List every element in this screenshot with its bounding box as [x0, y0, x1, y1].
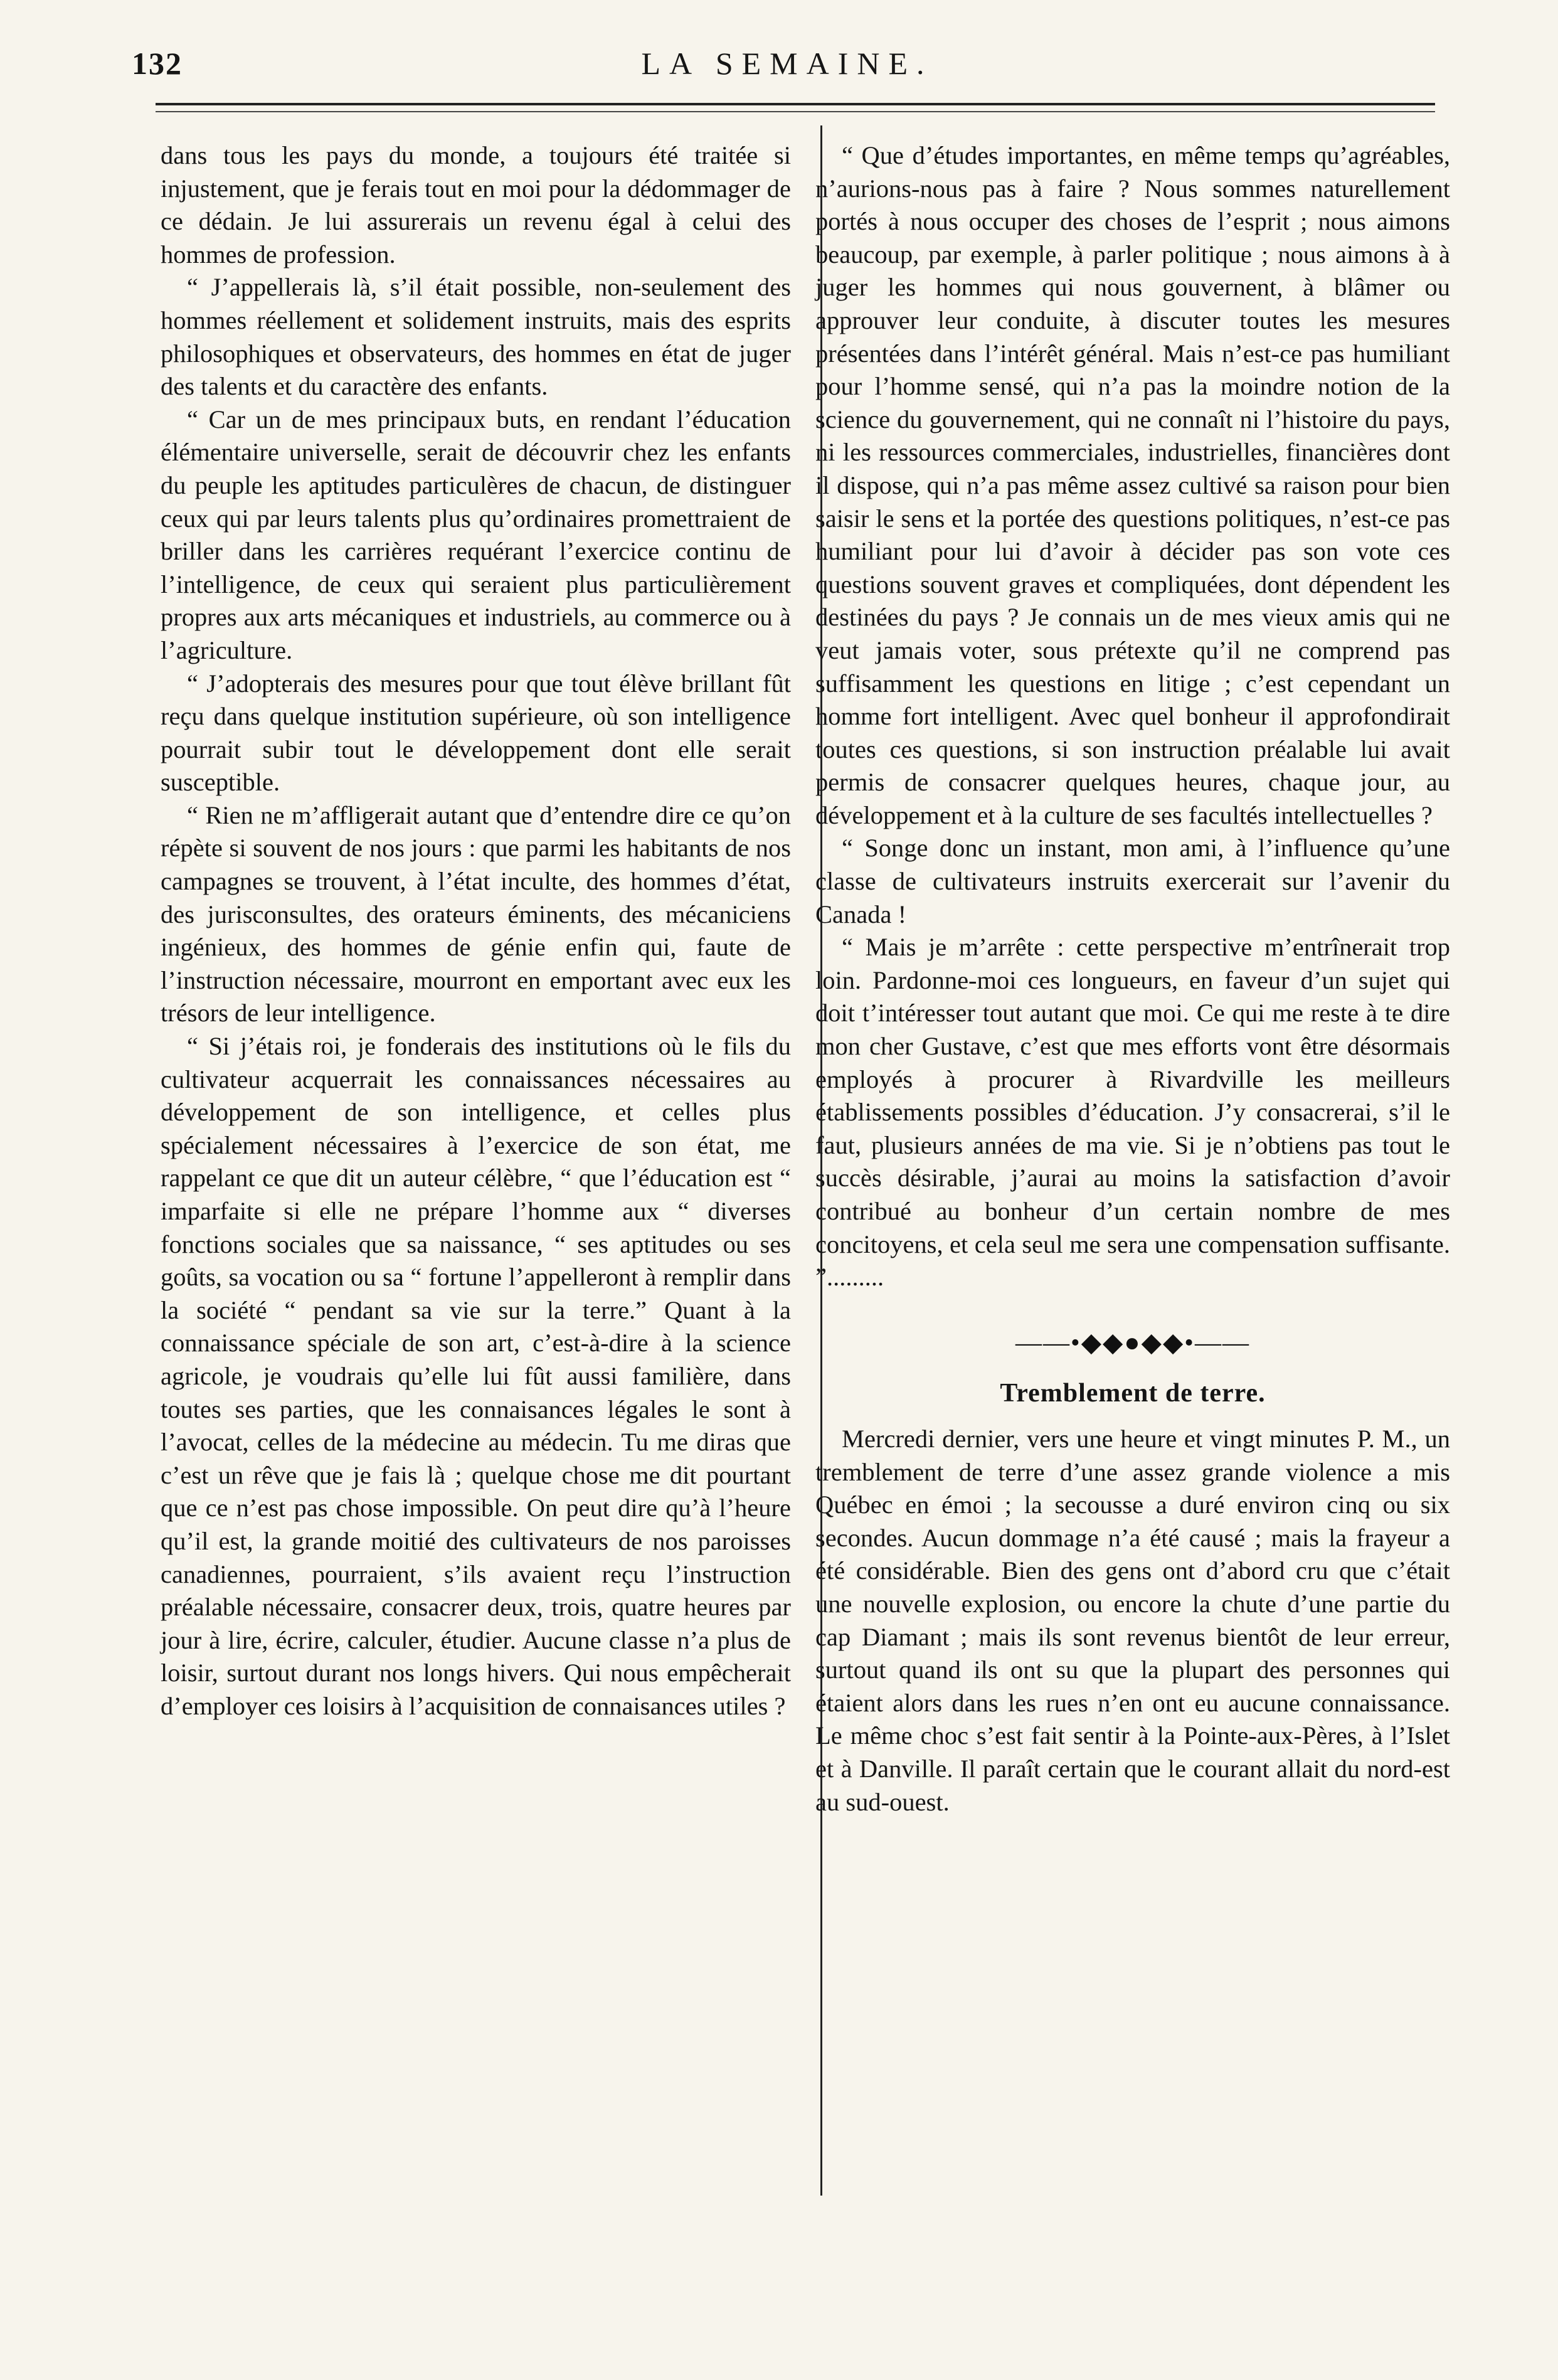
right-column [815, 139, 1450, 1819]
right-paragraph-2: “ Songe donc un instant, mon ami, à l’influence qu’une classe de cultivateurs instruits exercerait sur l’avenir du Canada ! [815, 834, 1450, 928]
header-rule-thin [156, 111, 1435, 112]
left-paragraph-1: dans tous les pays du monde, a toujours été traitée si injustement, que je ferais tout en moi pour la dédommager de ce dédain. Je lui assurerais un revenu égal à celui des hommes de profession. [161, 141, 791, 268]
page-number: 132 [132, 46, 183, 81]
section-paragraph: Mercredi dernier, vers une heure et vingt minutes P. M., un tremblement de terre d’une assez grande violence a mis Québec en émoi ; la secousse a duré environ cinq ou six secondes. Aucun dommage n’a été causé ; mais la frayeur a été considérable. Bien des gens ont d’abord cru que c’était une nouvelle explosion, ou encore la chute d’une partie du cap Diamant ; mais ils sont revenus bientôt de leur erreur, surtout quand ils ont su que la plupart des personnes qui étaient alors dans les rues n’en ont eu aucune connaissance. Le même choc s’est fait sentir à la Pointe-aux-Pères, à l’Islet et à Danville. Il paraît certain que le courant allait du nord-est au sud-ouest. [815, 1424, 1450, 1816]
left-column [161, 139, 791, 1723]
header-rule [156, 103, 1435, 105]
left-paragraph-5: “ Rien ne m’affligerait autant que d’entendre dire ce qu’on répète si souvent de nos jours : que parmi les habitants de nos campagnes se trouvent, à l’état inculte, des hommes d’état, des jurisconsultes, des orateurs éminents, des mécaniciens ingénieux, des hommes de génie enfin qui, faute de l’instruction nécessaire, mourront en emportant avec eux les trésors de leur intelligence. [161, 800, 791, 1028]
left-paragraph-2: “ J’appellerais là, s’il était possible, non-seulement des hommes réellement et solidement instruits, mais des esprits philosophiques et observateurs, des hommes en état de juger des talents et du caractère des enfants. [161, 273, 791, 401]
right-paragraph-1: “ Que d’études importantes, en même temps qu’agréables, n’aurions-nous pas à faire ? Nous sommes naturellement portés à nous occuper des choses de l’esprit ; nous aimons beaucoup, par exemple, à parler politique ; nous aimons à à juger les hommes qui nous gouvernent, à blâmer ou approuver leur conduite, à discuter toutes les mesures présentées dans l’intérêt général. Mais n’est-ce pas humiliant pour l’homme sensé, qui n’a pas la moindre notion de la science du gouvernement, qui ne connaît ni l’histoire du pays, ni les ressources commerciales, industrielles, financières dont il dispose, qui n’a pas même assez cultivé sa raison pour bien saisir le sens et la portée des questions politiques, n’est-ce pas humiliant pour lui d’avoir à décider pas son vote ces questions souvent graves et compliquées, dont dépendent les destinées du pays ? Je connais un de mes vieux amis qui ne veut jamais voter, sous prétexte qu’il ne comprend pas suffisamment les questions en litige ; c’est cependant un homme fort intelligent. Avec quel bonheur il approfondirait toutes ces questions, si son instruction préalable lui avait permis de consacrer quelques heures, chaque jour, au développement et à la culture de ses facultés intellectuelles ? [815, 141, 1450, 829]
running-title: LA SEMAINE. [641, 46, 933, 81]
ornament-divider: ——•◆◆●◆◆•—— [1015, 1328, 1250, 1357]
right-paragraph-3: “ Mais je m’arrête : cette perspective m’entrînerait trop loin. Pardonne-moi ces longueurs, en faveur d’un sujet qui doit t’intéresser tout autant que moi. Ce qui me reste à te dire mon cher Gustave, c’est que mes efforts vont être désormais employés à procurer à Rivardville les meilleurs établissements possibles d’éducation. J’y consacrerai, s’il le faut, plusieurs années de ma vie. Si je n’obtiens pas tout le succès désirable, j’aurai au moins la satisfaction d’avoir contribué au bonheur d’un certain nombre de mes concitoyens, et cela seul me sera une compensation suffisante. ”......... [815, 933, 1450, 1292]
section-heading: Tremblement de terre. [1000, 1379, 1266, 1408]
left-paragraph-4: “ J’adopterais des mesures pour que tout élève brillant fût reçu dans quelque institution supérieure, où son intelligence pourrait subir tout le développement dont elle serait susceptible. [161, 669, 791, 797]
left-paragraph-3: “ Car un de mes principaux buts, en rendant l’éducation élémentaire universelle, serait de découvrir chez les enfants du peuple les aptitudes particulères de chacun, de distinguer ceux qui par leurs talents plus qu’ordinaires promettraient de briller dans les carrières requérant l’exercice continu de l’intelligence, de ceux qui seraient plus particulièrement propres aux arts mécaniques et industriels, au commerce ou à l’agriculture. [161, 405, 791, 664]
page-header [132, 45, 1443, 89]
left-paragraph-6: “ Si j’étais roi, je fonderais des institutions où le fils du cultivateur acquerrait les connaissances nécessaires au développement de son intelligence, et celles plus spécialement nécessaires à l’exercice de son état, me rappelant ce que dit un auteur célèbre, “ que l’éducation est “ imparfaite si elle ne prépare l’homme aux “ diverses fonctions sociales que sa naissance, “ ses aptitudes ou ses goûts, sa vocation ou sa “ fortune l’appelleront à remplir dans la société “ pendant sa vie sur la terre.” Quant à la connaissance spéciale de son art, c’est-à-dire à la science agricole, je voudrais qu’elle lui fût aussi familière, dans toutes ses parties, que les connaisances légales le sont à l’avocat, celles de la médecine au médecin. Tu me diras que c’est un rêve que je fais là ; quelque chose me dit pourtant que ce n’est pas chose impossible. On peut dire qu’à l’heure qu’il est, la grande moitié des cultivateurs de nos paroisses canadiennes, pourraient, s’ils avaient reçu l’instruction préalable nécessaire, consacrer deux, trois, quatre heures par jour à lire, écrire, calculer, étudier. Aucune classe n’a plus de loisir, surtout durant nos longs hivers. Qui nous empêcherait d’employer ces loisirs à l’acquisition de connaisances utiles ? [161, 1032, 791, 1720]
